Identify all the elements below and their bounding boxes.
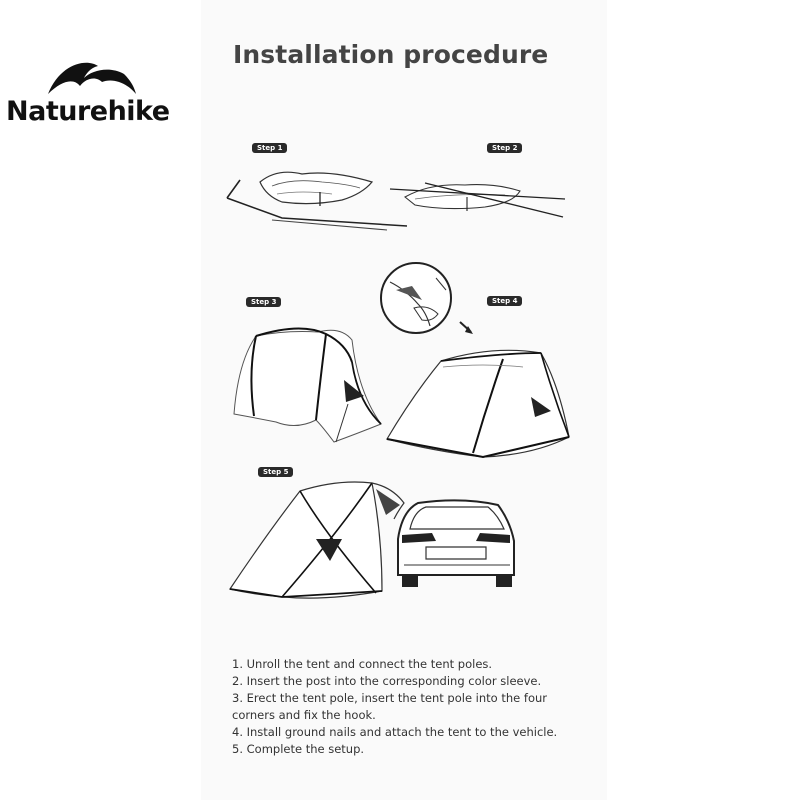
instruction-line: 5. Complete the setup. xyxy=(232,742,365,756)
instruction-line: 4. Install ground nails and attach the tent to the vehicle. xyxy=(232,725,558,739)
step-2-badge: Step 2 xyxy=(487,143,522,153)
step-3-illustration xyxy=(226,322,386,447)
page-title: Installation procedure xyxy=(233,40,549,69)
instruction-line: 3. Erect the tent pole, insert the tent pole into the four xyxy=(232,691,547,705)
step-5-illustration xyxy=(226,475,518,603)
brand-name: Naturehike xyxy=(6,96,170,127)
instruction-line: corners and fix the hook. xyxy=(232,708,376,722)
step-3-badge: Step 3 xyxy=(246,297,281,307)
step-4-badge: Step 4 xyxy=(487,296,522,306)
mountain-arc-icon xyxy=(46,56,138,96)
step-1-badge: Step 1 xyxy=(252,143,287,153)
step-5-badge: Step 5 xyxy=(258,467,293,477)
instructions-list xyxy=(232,656,602,758)
step-4-detail-magnifier xyxy=(376,260,476,340)
instruction-line: 1. Unroll the tent and connect the tent poles. xyxy=(232,657,493,671)
brand-logo xyxy=(6,56,176,136)
step-1-illustration xyxy=(222,160,412,235)
step-4-illustration xyxy=(383,345,573,460)
instruction-line: 2. Insert the post into the corresponding color sleeve. xyxy=(232,674,542,688)
step-2-illustration xyxy=(385,175,570,220)
